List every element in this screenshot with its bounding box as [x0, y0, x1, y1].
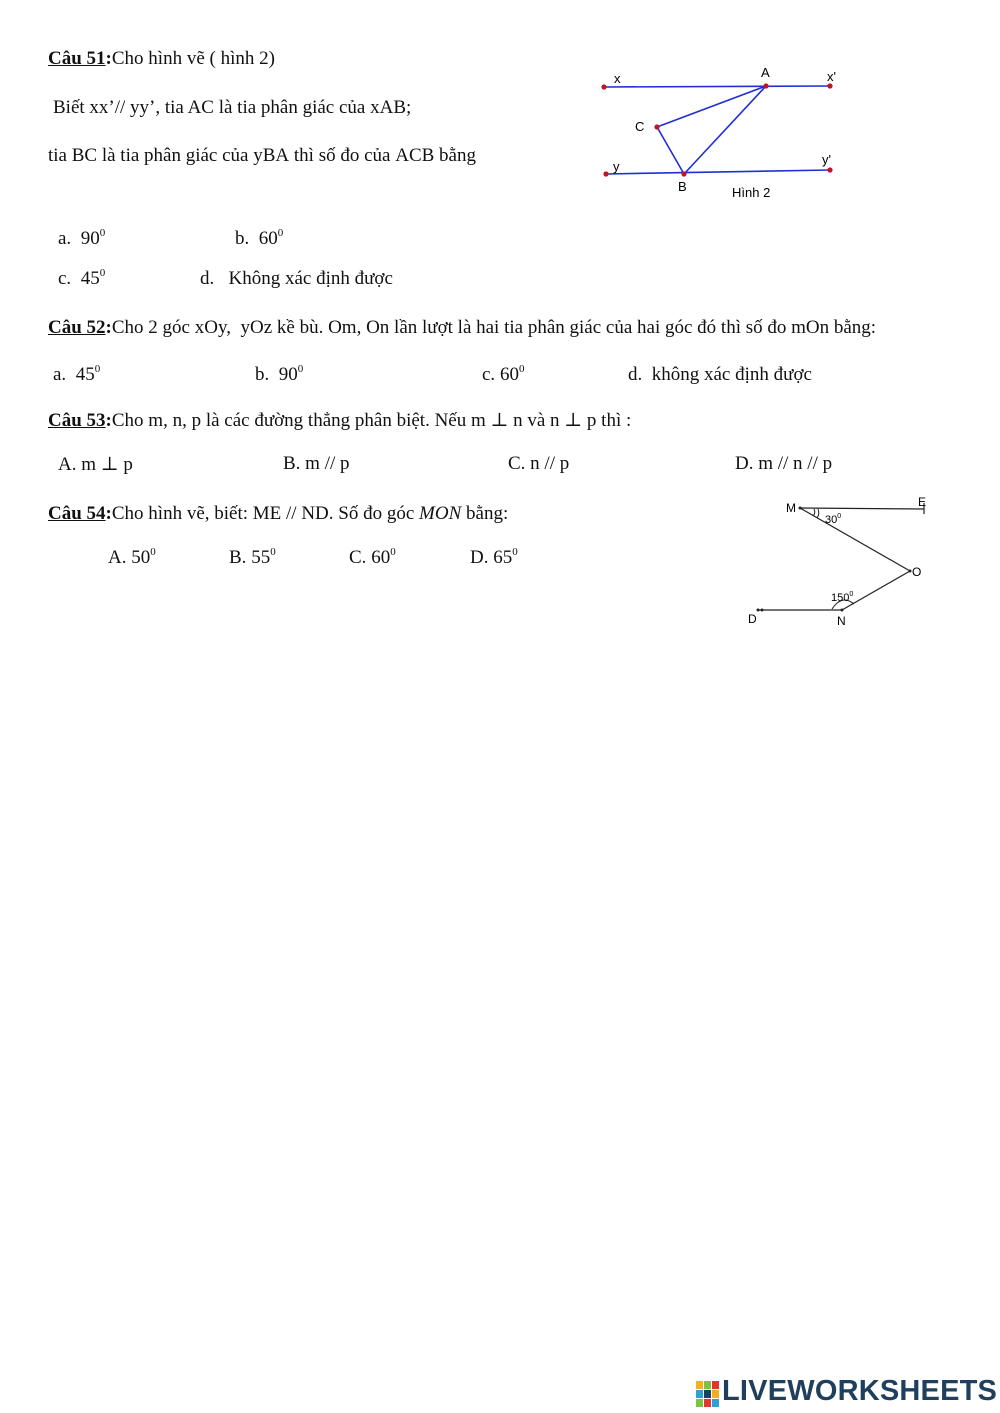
label-y: y	[613, 159, 620, 174]
angle-label-150	[831, 591, 853, 604]
point-y	[603, 171, 608, 176]
q54-label: Câu 54	[48, 503, 106, 524]
angle-150-sup: 0	[849, 591, 854, 598]
option-letter: B.	[229, 547, 247, 568]
q54-option-a[interactable]	[108, 547, 156, 569]
label-b: B	[678, 179, 687, 194]
segment-cb	[657, 127, 684, 174]
q53-option-a[interactable]	[58, 453, 133, 476]
option-letter: a.	[58, 228, 72, 249]
option-text: D. m // n // p	[735, 453, 833, 474]
option-letter: d.	[200, 268, 215, 289]
q53-option-b[interactable]	[283, 453, 350, 475]
q52-angle-xoy: xOy,	[194, 317, 231, 338]
line-yy-prime	[606, 170, 830, 174]
arc-angle-m-1	[813, 509, 815, 516]
point-m	[799, 507, 802, 510]
option-value: 90	[278, 364, 298, 385]
option-value: 55	[251, 547, 271, 568]
point-d-dot1	[757, 609, 760, 612]
option-letter: A.	[108, 547, 127, 568]
q51-line2-text-a: tia BC là tia phân giác của	[48, 145, 249, 166]
option-sup: 0	[270, 546, 276, 558]
option-sup: 0	[94, 363, 101, 375]
option-value: 60	[499, 364, 519, 385]
q54-option-b[interactable]	[229, 547, 276, 569]
label-y-prime: y'	[822, 152, 831, 167]
q52-text-c: bằng:	[833, 317, 877, 338]
label-c: C	[635, 119, 645, 134]
q54-text-b: bằng:	[466, 503, 509, 524]
q52-text-b: kề bù. Om, On lần lượt là hai tia phân giác của hai góc đó thì số đo	[276, 317, 787, 338]
option-value: Không xác định được	[228, 268, 393, 289]
figure-caption: Hình 2	[732, 185, 771, 200]
label-m: M	[786, 501, 796, 515]
option-sup: 0	[99, 227, 106, 239]
angle-30-value: 30	[825, 514, 838, 526]
option-value: 45	[75, 364, 95, 385]
option-letter: c.	[482, 364, 496, 385]
q52-angle-yoz: yOz	[240, 317, 273, 338]
point-b	[681, 171, 686, 176]
q51-figure	[590, 60, 850, 205]
q51-intro: Cho hình vẽ ( hình 2)	[111, 48, 275, 69]
q51-option-c[interactable]	[58, 268, 105, 290]
option-sup: 0	[277, 227, 284, 239]
option-sup: 0	[512, 546, 518, 558]
option-value: 45	[80, 268, 100, 289]
angle-150-value: 150	[831, 592, 850, 604]
point-x-prime	[827, 83, 832, 88]
q53-text: Cho m, n, p là các đường thẳng phân biệt. Nếu m ⊥ n và n ⊥ p thì :	[111, 410, 632, 431]
option-value: 60	[258, 228, 278, 249]
q51-line1-text: Biết xx’// yy’, tia AC là tia phân giác của	[53, 97, 366, 118]
option-letter: b.	[235, 228, 250, 249]
option-letter: D.	[470, 547, 489, 568]
option-text: B. m // p	[283, 453, 350, 474]
point-x	[601, 84, 606, 89]
q51-option-b[interactable]	[235, 228, 283, 250]
q54-option-d[interactable]	[470, 547, 518, 569]
liveworksheets-logo-icon	[696, 1376, 720, 1412]
q53-option-c[interactable]	[508, 453, 569, 475]
line-xx-prime	[604, 86, 830, 87]
option-value: 60	[371, 547, 391, 568]
q54-angle-mon: MON	[419, 503, 462, 524]
label-x: x	[614, 71, 621, 86]
q54-option-c[interactable]	[349, 547, 396, 569]
option-value: 90	[80, 228, 100, 249]
q54-text-a: Cho hình vẽ, biết: ME // ND. Số đo góc	[111, 503, 415, 524]
q51-angle-yba: yBA	[253, 145, 290, 166]
option-letter: d.	[628, 364, 643, 385]
q51-line1	[53, 97, 411, 119]
angle-30-sup: 0	[837, 513, 842, 520]
q51-option-d[interactable]	[200, 268, 393, 290]
label-x-prime: x'	[827, 69, 836, 84]
q51-line2-text-b: thì số đo của	[293, 145, 391, 166]
q53-option-d[interactable]	[735, 453, 832, 475]
q52-option-a[interactable]	[53, 364, 100, 386]
liveworksheets-brand[interactable]: LIVEWORKSHEETS	[722, 1375, 998, 1407]
q52-angle-mon: mOn	[791, 317, 830, 338]
q53-label: Câu 53	[48, 410, 106, 431]
label-d: D	[748, 612, 757, 626]
q51-line2-text-c: bằng	[439, 145, 476, 166]
q51-angle-xab: xAB	[370, 97, 407, 118]
option-letter: c.	[58, 268, 72, 289]
option-text: C. n // p	[508, 453, 570, 474]
q51-intro-line: Câu 51:Cho hình vẽ ( hình 2)	[48, 48, 275, 69]
point-a	[763, 83, 768, 88]
option-letter: a.	[53, 364, 67, 385]
option-letter: C.	[349, 547, 367, 568]
q52-label: Câu 52	[48, 317, 106, 338]
option-value: không xác định được	[651, 364, 812, 385]
q51-option-a[interactable]	[58, 228, 105, 250]
q51-line1-end: ;	[406, 97, 412, 118]
segment-ab	[684, 86, 766, 174]
option-text: A. m ⊥ p	[58, 454, 133, 475]
q52-option-b[interactable]	[255, 364, 303, 386]
q51-angle-acb: ACB	[395, 145, 435, 166]
option-value: 50	[131, 547, 151, 568]
option-letter: b.	[255, 364, 270, 385]
q52-question: Câu 52:Cho 2 góc xOy, yOz kề bù. Om, On lần lượt là hai tia phân giác của hai góc đó thì số đo mOn bằng:	[48, 317, 877, 338]
label-o: O	[912, 565, 922, 579]
angle-label-30	[825, 513, 841, 526]
q51-label: Câu 51	[48, 48, 106, 69]
option-sup: 0	[99, 267, 106, 279]
option-sup: 0	[390, 546, 396, 558]
label-n: N	[837, 614, 846, 628]
label-e: E	[918, 495, 927, 509]
q54-question: Câu 54:Cho hình vẽ, biết: ME // ND. Số đo góc MON bằng:	[48, 503, 509, 524]
point-n	[841, 609, 844, 612]
option-sup: 0	[297, 363, 304, 375]
point-y-prime	[827, 167, 832, 172]
q52-option-c[interactable]	[482, 364, 524, 386]
q54-figure	[740, 492, 940, 632]
option-value: 65	[493, 547, 513, 568]
point-d-dot2	[761, 609, 764, 612]
q52-option-d[interactable]	[628, 364, 812, 386]
segment-ac	[657, 86, 766, 127]
option-sup: 0	[150, 546, 156, 558]
segment-mo	[800, 508, 910, 571]
ray-me	[800, 508, 924, 509]
q51-line2	[48, 145, 476, 167]
point-c	[654, 124, 659, 129]
option-sup: 0	[518, 363, 525, 375]
arc-angle-m-2	[817, 509, 819, 518]
label-a: A	[761, 65, 770, 80]
q52-text-a: Cho 2 góc	[111, 317, 190, 338]
q53-question: Câu 53:Cho m, n, p là các đường thẳng phân biệt. Nếu m ⊥ n và n ⊥ p thì :	[48, 410, 632, 431]
